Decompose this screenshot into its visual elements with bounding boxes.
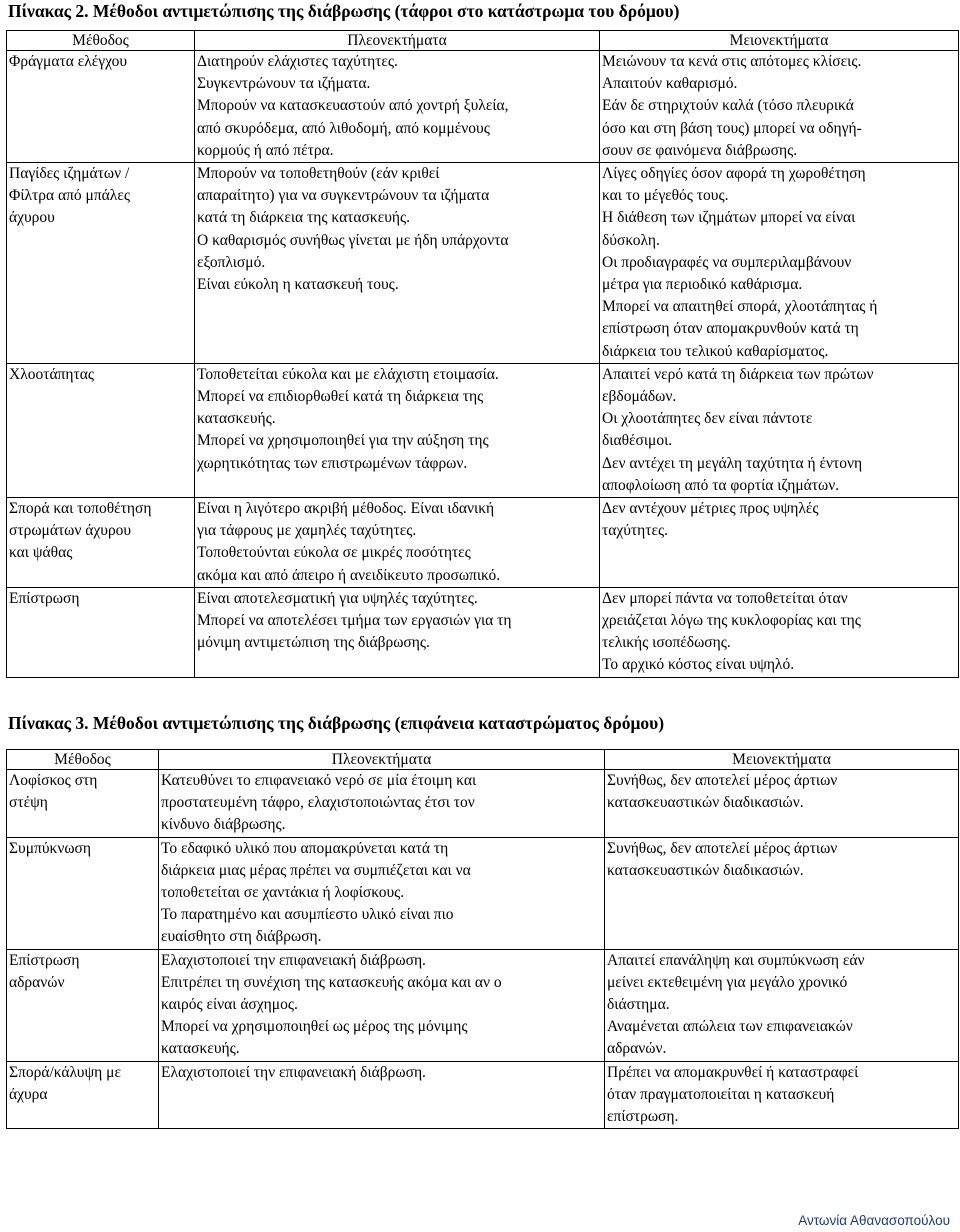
- cell-line: Χλοοτάπητας: [9, 365, 94, 383]
- header-advantages: Πλεονεκτήματα: [159, 750, 605, 770]
- table3-caption: Πίνακας 3. Μέθοδοι αντιμετώπισης της διάβρωσης (επιφάνεια καταστρώματος δρόμου): [8, 713, 665, 733]
- cell-line: Μπορεί να χρησιμοποιηθεί για την αύξηση της: [197, 432, 489, 450]
- cell-line: Ελαχιστοποιεί την επιφανειακή διάβρωση.: [161, 1063, 426, 1081]
- table2-caption: Πίνακας 2. Μέθοδοι αντιμετώπισης της διάβρωσης (τάφροι στο κατάστρωμα του δρόμου): [8, 1, 680, 21]
- method-cell: [7, 587, 195, 677]
- cell-line: για τάφρους με χαμηλές ταχύτητες.: [197, 522, 417, 540]
- disadvantages-cell: [600, 363, 959, 497]
- cell-line: δύσκολη.: [602, 231, 660, 249]
- cell-line: χωρητικότητας των επιστρωμένων τάφρων.: [197, 454, 468, 472]
- table3: [6, 749, 959, 1129]
- table-row: [7, 949, 959, 1061]
- cell-line: Η διάθεση των ιζημάτων μπορεί να είναι: [602, 209, 856, 227]
- cell-line: διαθέσιμοι.: [602, 432, 673, 450]
- cell-line: Μπορούν να κατασκευαστούν από χοντρή ξυλεία,: [197, 97, 509, 115]
- cell-line: Μπορεί να επιδιορθωθεί κατά τη διάρκεια της: [197, 388, 484, 406]
- cell-line: προστατευμένη τάφρο, ελαχιστοποιώντας έτσι τον: [161, 794, 475, 812]
- method-cell: [7, 1061, 159, 1129]
- disadvantages-cell: [600, 51, 959, 163]
- disadvantages-cell: [605, 949, 959, 1061]
- cell-line: αδρανών: [9, 973, 65, 991]
- cell-line: Είναι εύκολη η κατασκευή τους.: [197, 276, 399, 294]
- cell-line: Επίστρωση: [9, 589, 80, 607]
- cell-line: στέψη: [9, 794, 48, 812]
- table-row: [7, 587, 959, 677]
- cell-line: ακόμα και από άπειρο ή ανειδίκευτο προσωπικό.: [197, 566, 501, 584]
- cell-line: ταχύτητες.: [602, 522, 668, 540]
- cell-line: Δεν αντέχει τη μεγάλη ταχύτητα ή έντονη: [602, 454, 863, 472]
- cell-line: τοποθετείται σε χαντάκια ή λοφίσκους.: [161, 884, 405, 902]
- advantages-cell: [195, 51, 600, 163]
- disadvantages-cell: [600, 498, 959, 588]
- table-row: [7, 770, 959, 838]
- cell-line: και το μέγεθός τους.: [602, 187, 729, 205]
- cell-line: Μπορεί να χρησιμοποιηθεί ως μέρος της μόνιμης: [161, 1018, 468, 1036]
- header-disadvantages: Μειονεκτήματα: [600, 31, 959, 51]
- cell-line: Συνήθως, δεν αποτελεί μέρος άρτιων: [607, 772, 838, 789]
- cell-line: Παγίδες ιζημάτων /: [9, 165, 130, 183]
- cell-line: κορμούς ή από πέτρα.: [197, 141, 334, 159]
- cell-line: κατά τη διάρκεια της κατασκευής.: [197, 209, 411, 227]
- cell-line: Επίστρωση: [9, 951, 80, 969]
- cell-line: Τοποθετούνται εύκολα σε μικρές ποσότητες: [197, 544, 471, 562]
- method-cell: [7, 363, 195, 497]
- advantages-cell: [195, 363, 600, 497]
- cell-line: εξοπλισμό.: [197, 253, 266, 271]
- cell-line: Μπορεί να αποτελέσει τμήμα των εργασιών για τη: [197, 612, 512, 630]
- cell-line: Πρέπει να απομακρυνθεί ή καταστραφεί: [607, 1063, 859, 1081]
- advantages-cell: [159, 770, 605, 838]
- cell-line: κίνδυνο διάβρωσης.: [161, 816, 286, 834]
- table-row: [7, 163, 959, 364]
- cell-line: διάστημα.: [607, 996, 670, 1014]
- cell-line: Εάν δε στηριχτούν καλά (τόσο πλευρικά: [602, 97, 854, 115]
- header-disadvantages: Μειονεκτήματα: [605, 750, 959, 770]
- header-method: Μέθοδος: [7, 31, 195, 51]
- advantages-cell: [195, 163, 600, 364]
- method-cell: [7, 837, 159, 949]
- cell-line: τελικής ισοπέδωσης.: [602, 634, 731, 652]
- cell-line: Μπορούν να τοποθετηθούν (εάν κριθεί: [197, 165, 440, 183]
- cell-line: όσο και στη βάση τους) μπορεί να οδηγή-: [602, 119, 862, 137]
- advantages-cell: [159, 837, 605, 949]
- cell-line: κατασκευής.: [161, 1040, 240, 1058]
- cell-line: Μειώνουν τα κενά στις απότομες κλίσεις.: [602, 53, 862, 70]
- cell-line: Αναμένεται απώλεια των επιφανειακών: [607, 1018, 853, 1036]
- cell-line: μείνει εκτεθειμένη για μεγάλο χρονικό: [607, 973, 848, 991]
- cell-line: Συμπύκνωση: [9, 839, 91, 857]
- table2: [6, 30, 959, 678]
- disadvantages-cell: [605, 837, 959, 949]
- table-row: [7, 498, 959, 588]
- table3-header-row: [7, 750, 959, 770]
- disadvantages-cell: [600, 587, 959, 677]
- cell-line: Απαιτούν καθαρισμό.: [602, 75, 738, 93]
- method-cell: [7, 770, 159, 838]
- cell-line: Κατευθύνει το επιφανειακό νερό σε μία έτοιμη και: [161, 772, 477, 789]
- cell-line: Φίλτρα από μπάλες: [9, 187, 130, 205]
- cell-line: Λίγες οδηγίες όσον αφορά τη χωροθέτηση: [602, 165, 866, 183]
- cell-line: Το παρατημένο και ασυμπίεστο υλικό είναι πιο: [161, 906, 454, 924]
- advantages-cell: [195, 587, 600, 677]
- cell-line: άχυρα: [9, 1085, 48, 1103]
- cell-line: άχυρου: [9, 209, 55, 227]
- cell-line: Σπορά και τοποθέτηση: [9, 500, 152, 518]
- method-cell: [7, 163, 195, 364]
- cell-line: Λοφίσκος στη: [9, 772, 98, 789]
- cell-line: σουν σε φαινόμενα διάβρωσης.: [602, 141, 798, 159]
- cell-line: Απαιτεί νερό κατά τη διάρκεια των πρώτων: [602, 365, 874, 383]
- cell-line: αδρανών.: [607, 1040, 667, 1058]
- cell-line: Διατηρούν ελάχιστες ταχύτητες.: [197, 53, 398, 70]
- cell-line: μόνιμη αντιμετώπιση της διάβρωσης.: [197, 634, 430, 652]
- cell-line: Ο καθαρισμός συνήθως γίνεται με ήδη υπάρχοντα: [197, 231, 509, 249]
- header-method: Μέθοδος: [7, 750, 159, 770]
- cell-line: Απαιτεί επανάληψη και συμπύκνωση εάν: [607, 951, 865, 969]
- cell-line: καιρός είναι άσχημος.: [161, 996, 298, 1014]
- cell-line: Δεν αντέχουν μέτριες προς υψηλές: [602, 500, 819, 518]
- cell-line: αποφλοίωση από τα φορτία ιζημάτων.: [602, 476, 840, 494]
- cell-line: Είναι η λιγότερο ακριβή μέθοδος. Είναι ιδανική: [197, 500, 495, 518]
- disadvantages-cell: [605, 770, 959, 838]
- cell-line: εβδομάδων.: [602, 388, 677, 406]
- cell-line: στρωμάτων άχυρου: [9, 522, 132, 540]
- cell-line: Επιτρέπει τη συνέχιση της κατασκευής ακόμα και αν ο: [161, 973, 502, 991]
- method-cell: [7, 51, 195, 163]
- footer-author: Αντωνία Αθανασοπούλου: [798, 1213, 950, 1228]
- cell-line: κατασκευαστικών διαδικασιών.: [607, 794, 804, 812]
- cell-line: κατασκευαστικών διαδικασιών.: [607, 861, 804, 879]
- cell-line: Ελαχιστοποιεί την επιφανειακή διάβρωση.: [161, 951, 426, 969]
- cell-line: απαραίτητο) για να συγκεντρώνουν τα ιζήματα: [197, 187, 490, 205]
- disadvantages-cell: [605, 1061, 959, 1129]
- disadvantages-cell: [600, 163, 959, 364]
- cell-line: από σκυρόδεμα, από λιθοδομή, από κομμένους: [197, 119, 490, 137]
- cell-line: Φράγματα ελέγχου: [9, 53, 128, 70]
- cell-line: Σπορά/κάλυψη με: [9, 1063, 121, 1081]
- cell-line: μέτρα για περιοδικό καθάρισμα.: [602, 276, 803, 294]
- cell-line: ευαίσθητο στη διάβρωση.: [161, 928, 322, 946]
- table2-header-row: [7, 31, 959, 51]
- advantages-cell: [159, 1061, 605, 1129]
- table-row: [7, 837, 959, 949]
- cell-line: Οι χλοοτάπητες δεν είναι πάντοτε: [602, 410, 813, 428]
- cell-line: επίστρωση.: [607, 1108, 679, 1126]
- cell-line: επίστρωση όταν απομακρυνθούν κατά τη: [602, 320, 859, 338]
- cell-line: διάρκεια μιας μέρας πρέπει να συμπιέζεται και να: [161, 861, 471, 879]
- advantages-cell: [195, 498, 600, 588]
- table-row: [7, 51, 959, 163]
- table-row: [7, 363, 959, 497]
- header-advantages: Πλεονεκτήματα: [195, 31, 600, 51]
- cell-line: Μπορεί να απαιτηθεί σπορά, χλοοτάπητας ή: [602, 298, 878, 316]
- cell-line: Το εδαφικό υλικό που απομακρύνεται κατά τη: [161, 839, 449, 857]
- cell-line: Συγκεντρώνουν τα ιζήματα.: [197, 75, 371, 93]
- cell-line: Το αρχικό κόστος είναι υψηλό.: [602, 656, 795, 674]
- cell-line: κατασκευής.: [197, 410, 276, 428]
- cell-line: Συνήθως, δεν αποτελεί μέρος άρτιων: [607, 839, 838, 857]
- cell-line: χρειάζεται λόγω της κυκλοφορίας και της: [602, 612, 861, 630]
- cell-line: Τοποθετείται εύκολα και με ελάχιστη ετοιμασία.: [197, 365, 499, 383]
- method-cell: [7, 498, 195, 588]
- table-row: [7, 1061, 959, 1129]
- cell-line: Οι προδιαγραφές να συμπεριλαμβάνουν: [602, 253, 852, 271]
- cell-line: διάρκεια του τελικού καθαρίσματος.: [602, 342, 829, 360]
- method-cell: [7, 949, 159, 1061]
- cell-line: και ψάθας: [9, 544, 73, 562]
- advantages-cell: [159, 949, 605, 1061]
- cell-line: όταν πραγματοποιείται η κατασκευή: [607, 1085, 835, 1103]
- cell-line: Δεν μπορεί πάντα να τοποθετείται όταν: [602, 589, 848, 607]
- cell-line: Είναι αποτελεσματική για υψηλές ταχύτητες.: [197, 589, 478, 607]
